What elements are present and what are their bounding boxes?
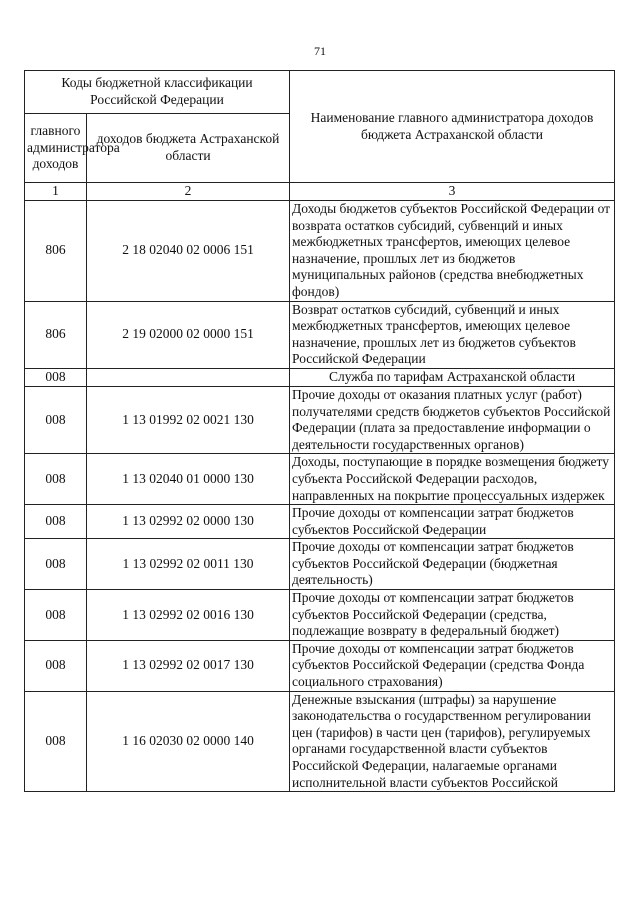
admin-code-cell: 008: [25, 590, 87, 641]
income-code-cell: 1 13 02992 02 0011 130: [87, 539, 290, 590]
header-admin-code: главного администратора доходов: [25, 114, 87, 183]
income-code-cell: 1 13 02040 01 0000 130: [87, 454, 290, 505]
name-cell: Прочие доходы от оказания платных услуг (работ) получателями средств бюджетов субъектов Российской Федерации (плата за предоставление информации о деятельности государственных органов): [290, 386, 615, 453]
admin-code-cell: 008: [25, 505, 87, 539]
column-number-3: 3: [290, 183, 615, 201]
name-cell: Прочие доходы от компенсации затрат бюджетов субъектов Российской Федерации (средства Фонда социального страхования): [290, 640, 615, 691]
header-administrator-name: Наименование главного администратора доходов бюджета Астраханской области: [290, 71, 615, 183]
income-code-cell: 2 19 02000 02 0000 151: [87, 301, 290, 368]
name-cell: Доходы, поступающие в порядке возмещения бюджету субъекта Российской Федерации расходов, направленных на покрытие процессуальных издержек: [290, 454, 615, 505]
column-number-2: 2: [87, 183, 290, 201]
admin-code-cell: 008: [25, 539, 87, 590]
admin-code-cell: 008: [25, 640, 87, 691]
header-income-code: доходов бюджета Астраханской области: [87, 114, 290, 183]
income-code-cell: 1 13 02992 02 0016 130: [87, 590, 290, 641]
income-code-cell: 1 13 02992 02 0017 130: [87, 640, 290, 691]
income-code-cell: [87, 368, 290, 386]
admin-code-cell: 008: [25, 386, 87, 453]
income-code-cell: 1 16 02030 02 0000 140: [87, 691, 290, 792]
admin-code-cell: 008: [25, 368, 87, 386]
name-cell: Возврат остатков субсидий, субвенций и иных межбюджетных трансфертов, имеющих целевое назначение, прошлых лет из бюджетов субъектов Российской Федерации: [290, 301, 615, 368]
name-cell: Прочие доходы от компенсации затрат бюджетов субъектов Российской Федерации (средства, подлежащие возврату в федеральный бюджет): [290, 590, 615, 641]
income-code-cell: 1 13 01992 02 0021 130: [87, 386, 290, 453]
admin-code-cell: 806: [25, 201, 87, 302]
name-cell: Прочие доходы от компенсации затрат бюджетов субъектов Российской Федерации: [290, 505, 615, 539]
table-row: [25, 368, 615, 386]
admin-code-cell: 806: [25, 301, 87, 368]
table-row: [25, 301, 615, 368]
budget-codes-table: [24, 70, 615, 792]
table-row: [25, 640, 615, 691]
name-cell: Служба по тарифам Астраханской области: [290, 368, 615, 386]
admin-code-cell: 008: [25, 691, 87, 792]
column-number-1: 1: [25, 183, 87, 201]
table-body: [25, 201, 615, 792]
name-cell: Денежные взыскания (штрафы) за нарушение законодательства о государственном регулировании цен (тарифов) в части цен (тарифов), регулируемых органами государственной власти субъектов Российской Федерации, налагаемые органами исполнительной власти субъектов Российской: [290, 691, 615, 792]
income-code-cell: 1 13 02992 02 0000 130: [87, 505, 290, 539]
table-row: [25, 505, 615, 539]
name-cell: Доходы бюджетов субъектов Российской Федерации от возврата остатков субсидий, субвенций и иных межбюджетных трансфертов, имеющих целевое назначение, прошлых лет из бюджетов муниципальных районов (средства внебюджетных фондов): [290, 201, 615, 302]
table-row: [25, 201, 615, 302]
table-row: [25, 454, 615, 505]
page-number: 71: [314, 44, 326, 58]
table-row: [25, 590, 615, 641]
table-row: [25, 539, 615, 590]
table-row: [25, 386, 615, 453]
name-cell: Прочие доходы от компенсации затрат бюджетов субъектов Российской Федерации (бюджетная деятельность): [290, 539, 615, 590]
table-row: [25, 691, 615, 792]
header-codes-group: Коды бюджетной классификации Российской Федерации: [25, 71, 290, 114]
income-code-cell: 2 18 02040 02 0006 151: [87, 201, 290, 302]
admin-code-cell: 008: [25, 454, 87, 505]
